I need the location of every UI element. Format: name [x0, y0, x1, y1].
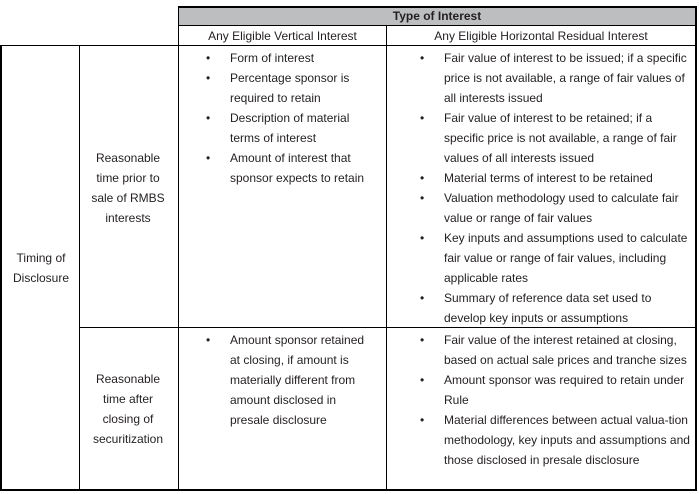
list-item: • Form of interest: [206, 48, 382, 68]
row-group-divider: [79, 45, 80, 491]
column-header-bottom-line: [178, 45, 697, 46]
label-column-divider: [178, 45, 179, 491]
post-closing-horizontal-list: [420, 330, 694, 470]
left-border: [0, 45, 2, 491]
list-item: • Valuation methodology used to calculate fair value or range of fair values: [420, 188, 694, 228]
list-item: • Fair value of the interest retained at closing, based on actual sale prices and tranche sizes: [420, 330, 694, 370]
list-item: • Percentage sponsor is required to retain: [206, 68, 382, 108]
post-closing-vertical-list: [206, 330, 376, 430]
list-item: • Fair value of interest to be retained; if a specific price is not available, a range of fair values of all interests issued: [420, 108, 694, 168]
list-item: • Material terms of interest to be retained: [420, 168, 694, 188]
list-item: • Amount of interest that sponsor expects to retain: [206, 148, 382, 188]
list-item: • Amount sponsor retained at closing, if amount is materially different from amount disclosed in presale disclosure: [206, 330, 376, 430]
list-item: • Description of material terms of interest: [206, 108, 382, 148]
list-item: • Fair value of interest to be issued; if a specific price is not available, a range of fair values of all interests issued: [420, 48, 694, 108]
column-header-vertical: Any Eligible Vertical Interest: [208, 29, 357, 43]
type-of-interest-header: Type of Interest: [392, 9, 482, 23]
list-item: • Summary of reference data set used to develop key inputs or assumptions: [420, 288, 694, 328]
row-label-presale: Reasonable time prior to sale of RMBS interests: [91, 151, 165, 225]
column-header-horizontal: Any Eligible Horizontal Residual Interest: [434, 29, 648, 43]
interest-column-divider: [386, 26, 387, 491]
list-item: • Key inputs and assumptions used to calculate fair value or range of fair values, including applicable rates: [420, 228, 694, 288]
list-item: • Material differences between actual valua-tion methodology, key inputs and assumptions and those disclosed in presale disclosure: [420, 410, 694, 470]
row-label-post-closing: Reasonable time after closing of securitization: [92, 372, 164, 446]
list-item: • Amount sponsor was required to retain under Rule: [420, 370, 694, 410]
presale-horizontal-list: [420, 48, 694, 328]
presale-vertical-list: [206, 48, 382, 188]
right-border: [695, 6, 697, 491]
bottom-border: [0, 489, 697, 491]
row-group-label: Timing of Disclosure: [12, 251, 69, 285]
outer-top-border: [0, 45, 179, 46]
